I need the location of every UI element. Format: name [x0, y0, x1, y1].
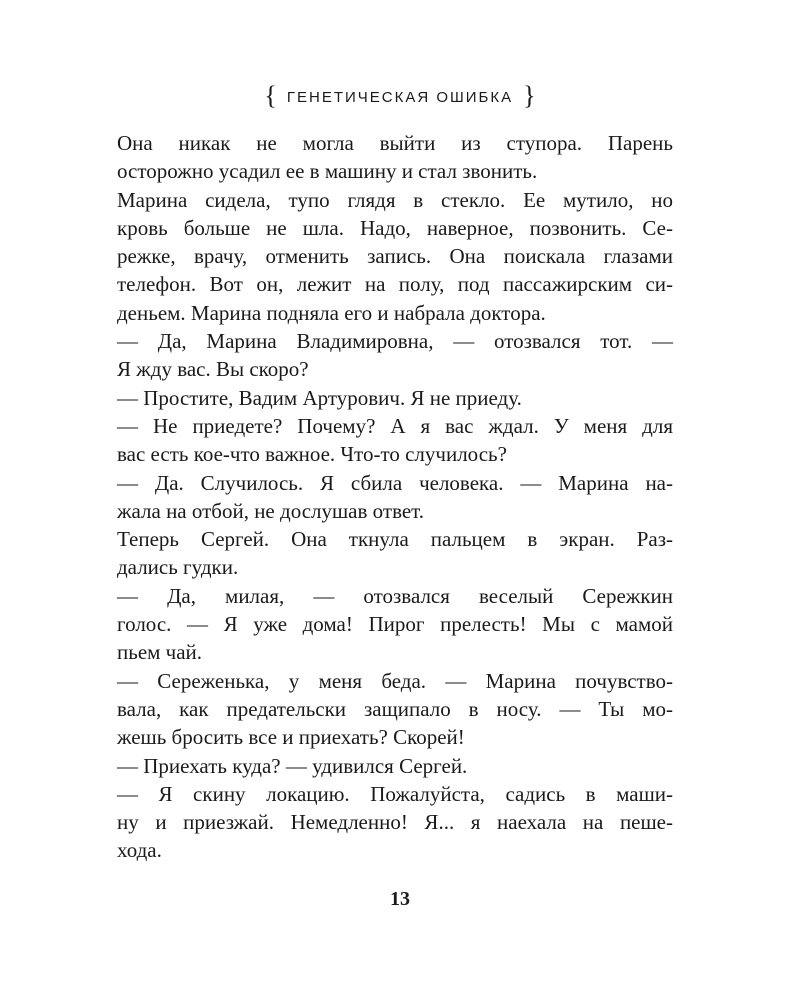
body-text	[117, 129, 673, 865]
text-line: вала, как предательски защипало в носу. — Ты мо-	[117, 696, 673, 721]
text-line: — Сереженька, у меня беда. — Марина почувство-	[117, 668, 673, 693]
text-line: жешь бросить все и приехать? Скорей!	[117, 725, 465, 750]
text-line: телефон. Вот он, лежит на полу, под пассажирским си-	[117, 272, 673, 297]
text-line: пьем чай.	[117, 640, 203, 665]
text-line: вас есть кое-что важное. Что-то случилось?	[117, 442, 507, 467]
text-line: голос. — Я уже дома! Пирог прелесть! Мы с мамой	[117, 612, 673, 637]
text-line: — Да, милая, — отозвался веселый Сережкин	[117, 583, 673, 608]
text-line: — Я скину локацию. Пожалуйста, садись в маши-	[117, 781, 673, 806]
text-line: — Да, Марина Владимировна, — отозвался тот. —	[117, 329, 673, 354]
running-head-right-brace: }	[523, 81, 536, 110]
text-line: хода.	[117, 838, 162, 863]
text-line: — Простите, Вадим Артурович. Я не приеду.	[117, 385, 522, 410]
text-line: Теперь Сергей. Она ткнула пальцем в экран. Раз-	[117, 527, 673, 552]
text-line: осторожно усадил ее в машину и стал звонить.	[117, 159, 538, 184]
text-line: кровь больше не шла. Надо, наверное, позвонить. Се-	[117, 215, 673, 240]
text-line: жала на отбой, не дослушав ответ.	[117, 498, 425, 523]
text-line: — Не приедете? Почему? А я вас ждал. У меня для	[117, 413, 673, 438]
text-line: ну и приезжай. Немедленно! Я... я наехала на пеше-	[117, 810, 673, 835]
text-line: Я жду вас. Вы скоро?	[117, 357, 309, 382]
text-line: — Приехать куда? — удивился Сергей.	[117, 753, 468, 778]
running-head	[0, 81, 800, 110]
text-line: дались гудки.	[117, 555, 239, 580]
text-line: деньем. Марина подняла его и набрала доктора.	[117, 300, 546, 325]
text-line: — Да. Случилось. Я сбила человека. — Марина на-	[117, 470, 673, 495]
running-head-title: ГЕНЕТИЧЕСКАЯ ОШИБКА	[286, 89, 514, 106]
text-line: Марина сидела, тупо глядя в стекло. Ее мутило, но	[117, 187, 673, 212]
text-line: Она никак не могла выйти из ступора. Парень	[117, 131, 673, 155]
running-head-left-brace: {	[264, 81, 277, 110]
page-number: 13	[390, 888, 410, 910]
text-line: режке, врачу, отменить запись. Она поискала глазами	[117, 244, 673, 269]
